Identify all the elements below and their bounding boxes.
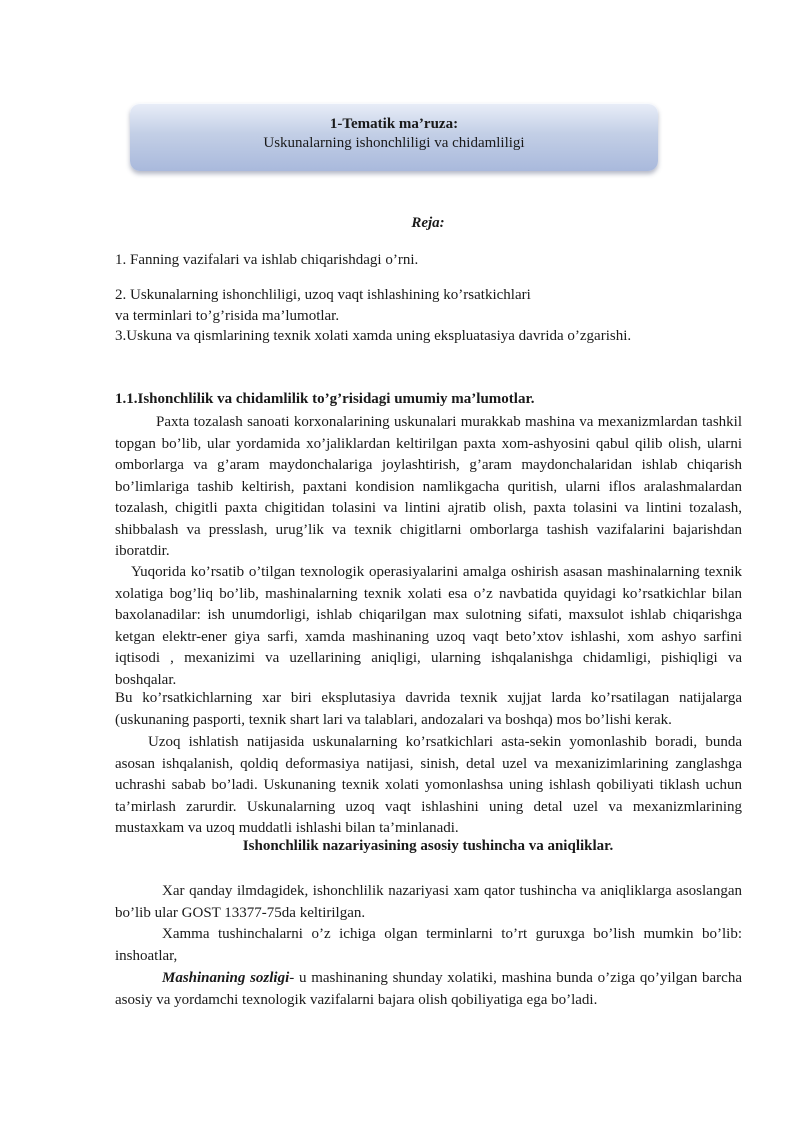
subsection-paragraph-3 bbox=[115, 968, 742, 1011]
section-paragraph-1: Paxta tozalash sanoati korxonalarining uskunalari murakkab mashina va mexanizmlardan tashkil topgan bo’lib, ular yordamida xo’jaliklardan keltirilgan paxta xom-ashyosini qabul qilib olish, ularni omborlarga va g’aram maydonchalariga joylashtirish, g’aram maydonchalaridan ishlab chiqarish bo’limlariga tashib keltirish, paxtani kondision namlikgacha quritish, ularni iflos aralashmalardan tozalash, chigitli paxta chigitidan tolasini va lintini ajratib olish, paxta tolasini va lintini tozalash, shibbalash va presslash, urug’lik va texnik chigitlarni omborlarga tashish vazifalarini bajarishdan iboratdir. bbox=[115, 414, 742, 559]
plan-item-3: 3.Uskuna va qismlarining texnik xolati xamda uning ekspluatasiya davrida o’zgarishi. bbox=[115, 328, 632, 344]
plan-item-1: 1. Fanning vazifalari va ishlab chiqarishdagi o’rni. bbox=[115, 252, 419, 268]
section-paragraph-3: Bu ko’rsatkichlarning xar biri eksplutasiya davrida texnik xujjat larda ko’rsatilagan natijalarga (uskunaning pasporti, texnik shart lari va talablari, andozalari va boshqa) mos bo’lishi kerak. bbox=[115, 690, 742, 728]
plan-item-2-line-1: 2. Uskunalarning ishonchliligi, uzoq vaqt ishlashining ko’rsatkichlari bbox=[115, 287, 531, 303]
definition-text: - u mashinaning shunday xolatiki, mashina bunda o’ziga qo’yilgan barcha asosiy va yordamchi texnologik vazifalarni bajara olish qobiliyatiga ega bo’ladi. bbox=[115, 970, 742, 1008]
subsection-paragraph-2: Xamma tushinchalarni o’z ichiga olgan terminlarni to’rt guruxga bo’lish mumkin bo’lib: inshoatlar, bbox=[115, 926, 742, 964]
plan-heading: Reja: bbox=[411, 215, 445, 231]
subsection-paragraph-1: Xar qanday ilmdagidek, ishonchlilik nazariyasi xam qator tushincha va aniqliklarga asoslangan bo’lib ular GOST 13377-75da keltirilgan. bbox=[115, 883, 742, 921]
subsection-title: Ishonchlilik nazariyasining asosiy tushincha va aniqliklar. bbox=[242, 838, 614, 854]
lecture-number: 1-Tematik ma’ruza: bbox=[329, 116, 459, 132]
section-paragraph-4: Uzoq ishlatish natijasida uskunalarning ko’rsatkichlari asta-sekin yomonlashib boradi, bunda asosan ishqalanish, qoldiq deformasiya natijasi, sinish, detal uzel va mexanizimlarining zanglashga uchrashi sabab bo’ladi. Uskunaning texnik xolati yomonlashsa uning ishlash qobiliyati tiklash uchun ta’mirlash zarurdir. Uskunalarning uzoq vaqt ishlashini uning detal uzel va mexanizmlarining mustaxkam va uzoq muddatli ishlashi bilan ta’minlanadi. bbox=[115, 734, 742, 836]
section-paragraph-2: Yuqorida ko’rsatib o’tilgan texnologik operasiyalarini amalga oshirish asasan mashinalarning texnik xolatiga bog’liq bo’lib, mashinalarning texnik xolati esa o’z navbatida quyidagi ko’rsatkichlar bilan baxolanadilar: ish unumdorligi, ishlab chiqarilgan max sulotning sifati, maxsulot ishlab chiqarishga ketgan elektr-ener giya sarfi, xamda mashinaning uzoq vaqt beto’xtov ishlashi, xom ashyo sarfini iqtisodi , mexanizimi va uzellarining aniqligi, ularning ishqalanishga chidamligi, pishiqligi va boshqalar. bbox=[115, 564, 742, 688]
lecture-title-banner bbox=[130, 103, 658, 171]
plan-item-2-line-2: va terminlari to’g’risida ma’lumotlar. bbox=[115, 308, 340, 324]
definition-term: Mashinaning sozligi bbox=[162, 970, 290, 986]
section-title: 1.1.Ishonchlilik va chidamlilik to’g’risidagi umumiy ma’lumotlar. bbox=[115, 391, 535, 407]
lecture-topic: Uskunalarning ishonchliligi va chidamliligi bbox=[263, 135, 525, 151]
